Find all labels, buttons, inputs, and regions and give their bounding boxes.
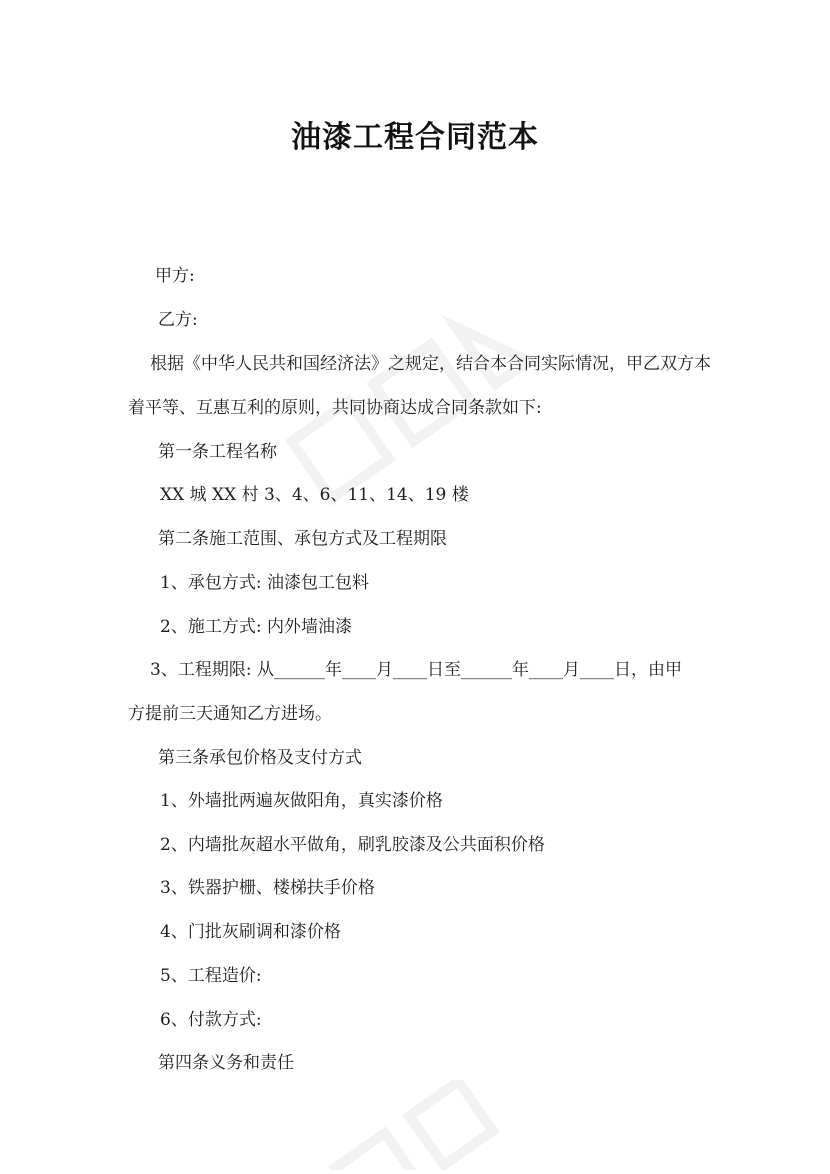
party-b-line: 乙方: (158, 310, 198, 330)
project-name: XX 城 XX 村 3、4、6、11、14、19 楼 (160, 485, 469, 505)
price-item-4: 4、门批灰刷调和漆价格 (160, 922, 341, 942)
price-item-2: 2、内墙批灰超水平做角，刷乳胶漆及公共面积价格 (160, 835, 545, 855)
watermark-icon-bottom (290, 1080, 590, 1170)
construction-method-line: 2、施工方式: 内外墙油漆 (160, 617, 352, 637)
article-1-heading: 第一条工程名称 (158, 442, 277, 462)
article-4-heading: 第四条义务和责任 (158, 1053, 294, 1073)
preamble-line-2: 着平等、互惠互利的原则，共同协商达成合同条款如下: (128, 398, 542, 418)
price-item-3: 3、铁器护栅、楼梯扶手价格 (160, 878, 375, 898)
project-period-line-1: 3、工程期限: 从______年____月____日至______年____月____日，由甲 (150, 660, 682, 680)
project-period-line-2: 方提前三天通知乙方进场。 (128, 704, 332, 724)
price-item-1: 1、外墙批两遍灰做阳角，真实漆价格 (160, 791, 443, 811)
party-a-line: 甲方: (155, 266, 195, 286)
article-3-heading: 第三条承包价格及支付方式 (158, 748, 362, 768)
watermark-icon (270, 300, 590, 560)
page-title: 油漆工程合同范本 (291, 120, 539, 155)
price-item-6: 6、付款方式: (160, 1010, 262, 1030)
price-item-5: 5、工程造价: (160, 966, 262, 986)
preamble-line-1: 根据《中华人民共和国经济法》之规定，结合本合同实际情况，甲乙双方本 (150, 354, 711, 374)
article-2-heading: 第二条施工范围、承包方式及工程期限 (158, 529, 447, 549)
contract-method-line: 1、承包方式: 油漆包工包料 (160, 573, 369, 593)
